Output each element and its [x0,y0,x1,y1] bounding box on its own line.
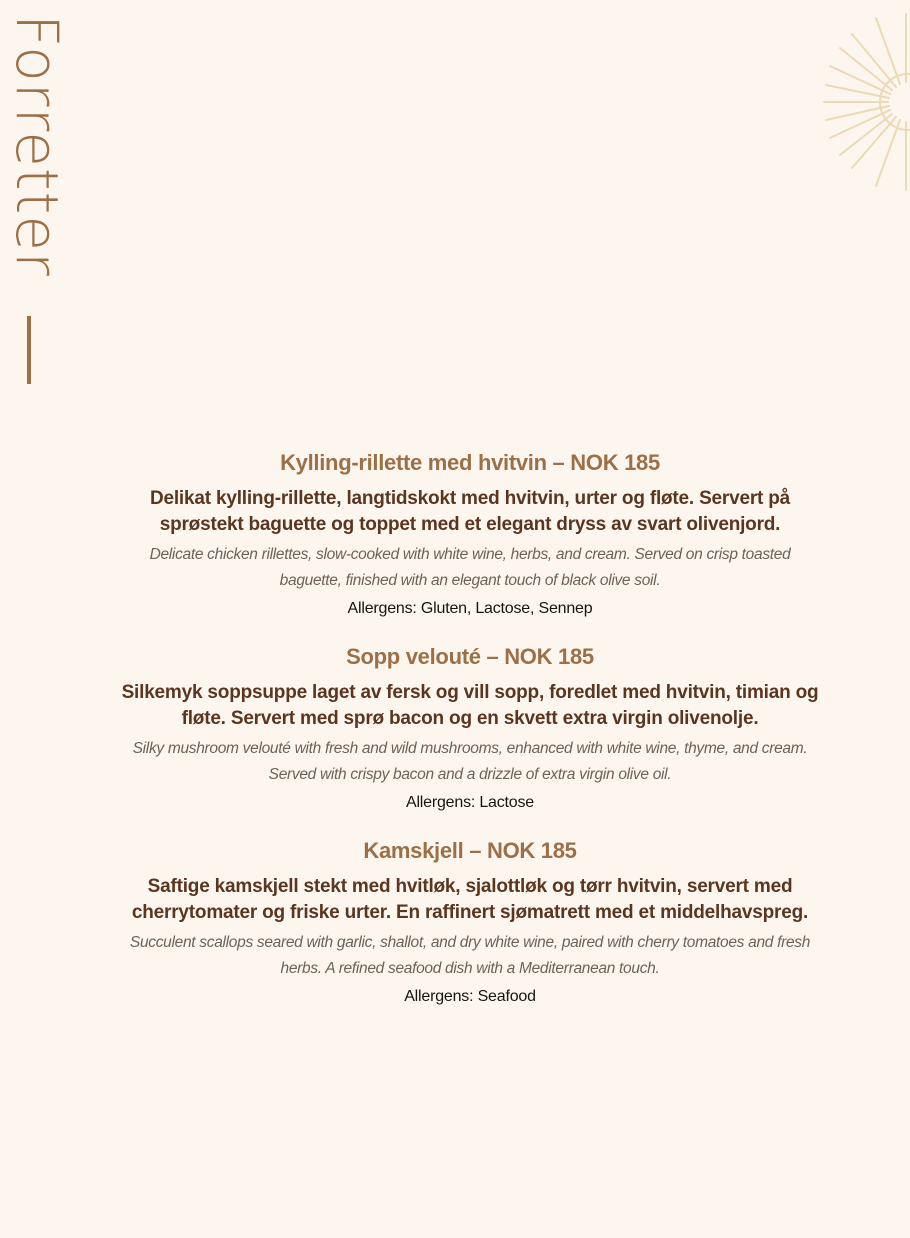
dish-description-en: Silky mushroom velouté with fresh and wild mushrooms, enhanced with white wine, thyme, and cream. Served with crispy bacon and a drizzle of extra virgin olive oil. [132,740,808,783]
menu-list [110,450,830,1032]
menu-item [110,450,830,618]
dish-allergens: Allergens: Lactose [405,794,535,811]
section-title: Forretter [3,14,71,277]
dish-allergens: Allergens: Seafood [404,988,536,1005]
menu-item [110,644,830,812]
dish-title: Kamskjell – NOK 185 [363,838,577,863]
section-title-dash [27,316,31,384]
dish-description-no: Delikat kylling-rillette, langtidskokt med hvitvin, urter og fløte. Servert på sprøstekt baguette og toppet med et elegant dryss av svart olivenjord. [149,488,791,535]
sun-icon [810,10,910,195]
dish-description-no: Silkemyk soppsuppe laget av fersk og vill sopp, foredlet med hvitvin, timian og fløte. Servert med sprø bacon og en skvett extra virgin olivenolje. [121,682,819,729]
dish-description-no: Saftige kamskjell stekt med hvitløk, sjalottløk og tørr hvitvin, servert med cherrytomater og friske urter. En raffinert sjømatrett med et middelhavspreg. [131,876,809,923]
dish-title: Kylling-rillette med hvitvin – NOK 185 [280,450,660,475]
dish-allergens: Allergens: Gluten, Lactose, Sennep [347,600,593,617]
dish-title: Sopp velouté – NOK 185 [346,644,594,669]
dish-description-en: Succulent scallops seared with garlic, shallot, and dry white wine, paired with cherry tomatoes and fresh herbs. A refined seafood dish with a Mediterranean touch. [129,934,811,977]
dish-description-en: Delicate chicken rillettes, slow-cooked with white wine, herbs, and cream. Served on crisp toasted baguette, finished with an elegant touch of black olive soil. [149,546,791,589]
menu-item [110,838,830,1006]
